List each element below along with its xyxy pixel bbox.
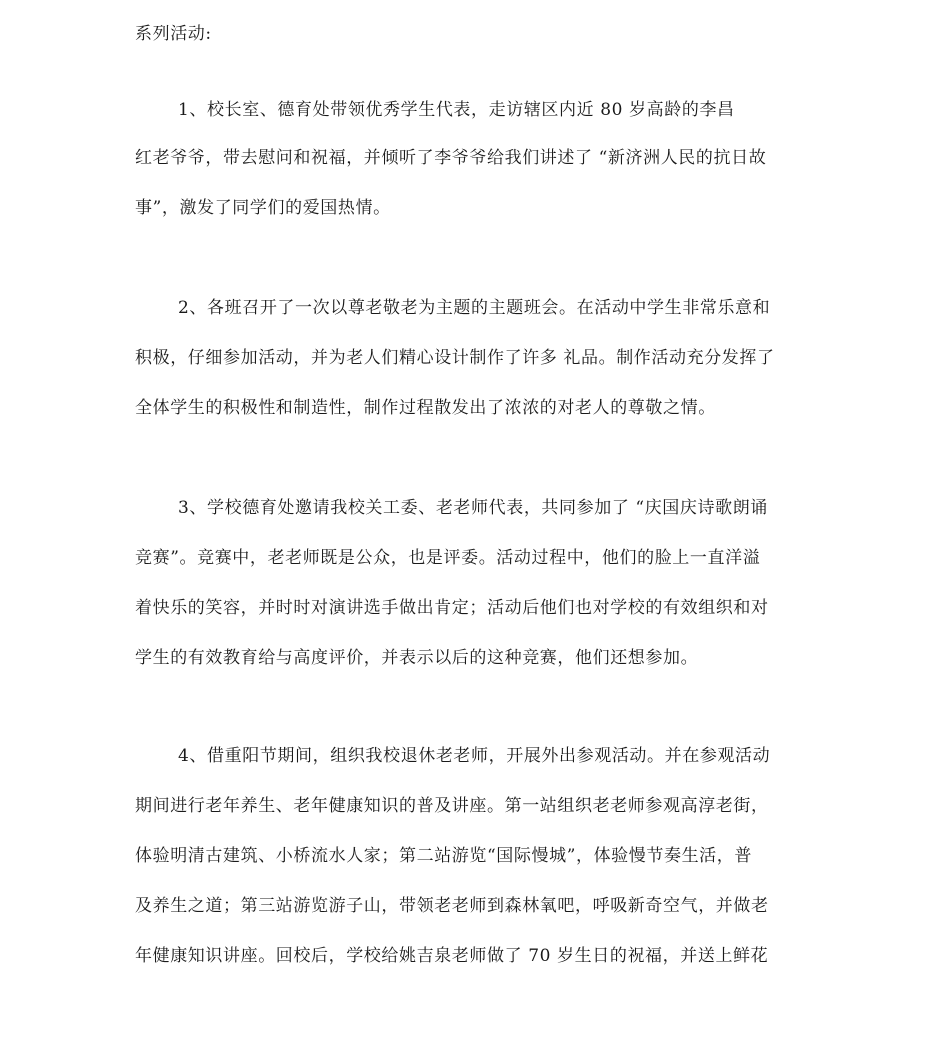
paragraph-1-line-2: 红老爷爷，带去慰问和祝福，并倾听了李爷爷给我们讲述了 “新济洲人民的抗日故	[135, 148, 767, 168]
paragraph-4-line-2: 期间进行老年养生、老年健康知识的普及讲座。第一站组织老老师参观高淳老街，	[135, 796, 769, 816]
paragraph-3-line-2: 竞赛”。竞赛中，老老师既是公众，也是评委。活动过程中，他们的脸上一直洋溢	[135, 548, 761, 568]
paragraph-2-line-1: 2、各班召开了一次以尊老敬老为主题的主题班会。在活动中学生非常乐意和	[178, 298, 771, 318]
paragraph-1-line-1: 1、校长室、德育处带领优秀学生代表，走访辖区内近 80 岁高龄的李昌	[178, 100, 735, 120]
paragraph-2-line-3: 全体学生的积极性和制造性，制作过程散发出了浓浓的对老人的尊敬之情。	[135, 398, 716, 418]
section-heading: 系列活动:	[135, 24, 212, 44]
paragraph-4-line-3: 体验明清古建筑、小桥流水人家；第二站游览“国际慢城”，体验慢节奏生活，普	[135, 846, 752, 866]
paragraph-3-line-4: 学生的有效教育给与高度评价，并表示以后的这种竞赛，他们还想参加。	[135, 648, 699, 668]
paragraph-2-line-2: 积极，仔细参加活动，并为老人们精心设计制作了许多 礼品。制作活动充分发挥了	[135, 348, 775, 368]
paragraph-3-line-3: 着快乐的笑容，并时时对演讲选手做出肯定；活动后他们也对学校的有效组织和对	[135, 598, 769, 618]
paragraph-4-line-1: 4、借重阳节期间，组织我校退休老老师，开展外出参观活动。并在参观活动	[178, 746, 771, 766]
paragraph-1-line-3: 事”，激发了同学们的爱国热情。	[135, 198, 391, 218]
paragraph-3-line-1: 3、学校德育处邀请我校关工委、老老师代表，共同参加了 “庆国庆诗歌朗诵	[178, 498, 768, 518]
paragraph-4-line-4: 及养生之道；第三站游览游子山，带领老老师到森林氧吧，呼吸新奇空气，并做老	[135, 896, 769, 916]
paragraph-4-line-5: 年健康知识讲座。回校后，学校给姚吉泉老师做了 70 岁生日的祝福，并送上鲜花	[135, 946, 769, 966]
